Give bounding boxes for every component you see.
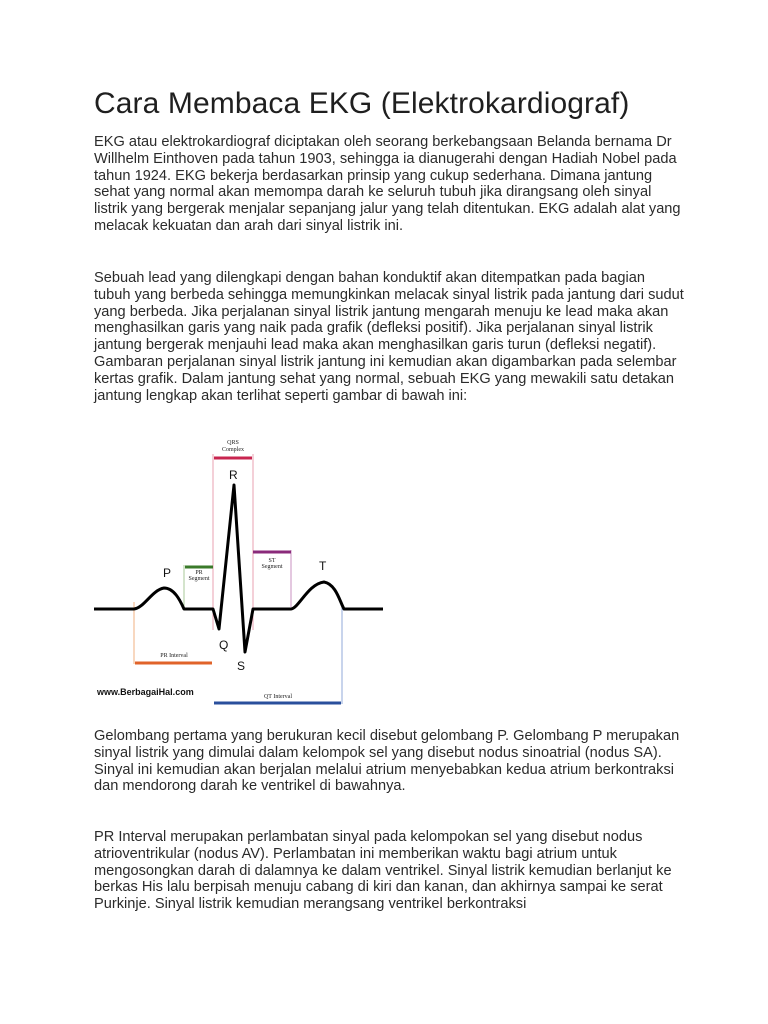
wave-label-r: R [229, 468, 238, 482]
qrs-label-line2: Complex [222, 447, 244, 453]
page-title: Cara Membaca EKG (Elektrokardiograf) [94, 87, 630, 120]
paragraph-intro: EKG atau elektrokardiograf diciptakan oleh seorang berkebangsaan Belanda bernama Dr Willhelm Einthoven pada tahun 1903, sehingga ia dianugerahi dengan Hadiah Nobel pada tahun 1924. EKG bekerja berdasarkan prinsip yang cukup sederhana. Dimana jantung sehat yang normal akan memompa darah ke seluruh tubuh jika dirangsang oleh sinyal listrik yang bergerak menjalar sepanjang jalur yang telah ditentukan. EKG adalah alat yang melacak kekuatan dan arah dari sinyal listrik ini. [94, 134, 681, 234]
figure-credit: www.BerbagaiHal.com [97, 687, 194, 697]
wave-label-t: T [319, 559, 327, 573]
paragraph-lead: Sebuah lead yang dilengkapi dengan bahan konduktif akan ditempatkan pada bagian tubuh yang berbeda sehingga memungkinkan melacak sinyal listrik pada jantung dari sudut yang berbeda. Jika perjalanan sinyal listrik jantung mengarah menuju ke lead maka akan menghasilkan garis yang naik pada grafik (defleksi positif). Jika perjalanan sinyal listrik jantung bergerak menjauhi lead maka akan menghasilkan garis turun (defleksi negatif). Gambaran perjalanan sinyal listrik jantung ini kemudian akan digambarkan pada selembar kertas grafik. Dalam jantung sehat yang normal, sebuah EKG yang mewakili satu detakan jantung lengkap akan terlihat seperti gambar di bawah ini: [94, 270, 684, 404]
ecg-trace [94, 485, 383, 652]
wave-label-q: Q [219, 638, 229, 652]
qrs-label-line1: QRS [227, 440, 239, 446]
ekg-diagram [94, 432, 394, 722]
paragraph-p-wave: Gelombang pertama yang berukuran kecil disebut gelombang P. Gelombang P merupakan sinyal listrik yang dimulai dalam kelompok sel yang disebut nodus sinoatrial (nodus SA). Sinyal ini kemudian akan berjalan melalui atrium menyebabkan kedua atrium berkontraksi dan mendorong darah ke ventrikel di bawahnya. [94, 728, 680, 795]
pr-interval-label: PR Interval [160, 653, 188, 659]
article [94, 84, 694, 913]
pr-segment-label-line2: Segment [188, 576, 210, 582]
st-segment-label-line1: ST [268, 558, 276, 564]
qt-interval-label: QT Interval [263, 694, 293, 700]
pr-segment-label-line1: PR [195, 570, 203, 576]
wave-label-p: P [163, 566, 172, 580]
wave-label-s: S [237, 659, 246, 673]
st-segment-label-line2: Segment [261, 564, 283, 570]
paragraph-pr-interval: PR Interval merupakan perlambatan sinyal pada kelompokan sel yang disebut nodus atrioventrikular (nodus AV). Perlambatan ini memberikan waktu bagi atrium untuk mengosongkan darah di dalamnya ke dalam ventrikel. Sinyal listrik kemudian berlanjut ke berkas His lalu berpisah menuju cabang di kiri dan kanan, dan akhirnya sampai ke serat Purkinje. Sinyal listrik kemudian merangsang ventrikel berkontraksi [94, 829, 672, 913]
